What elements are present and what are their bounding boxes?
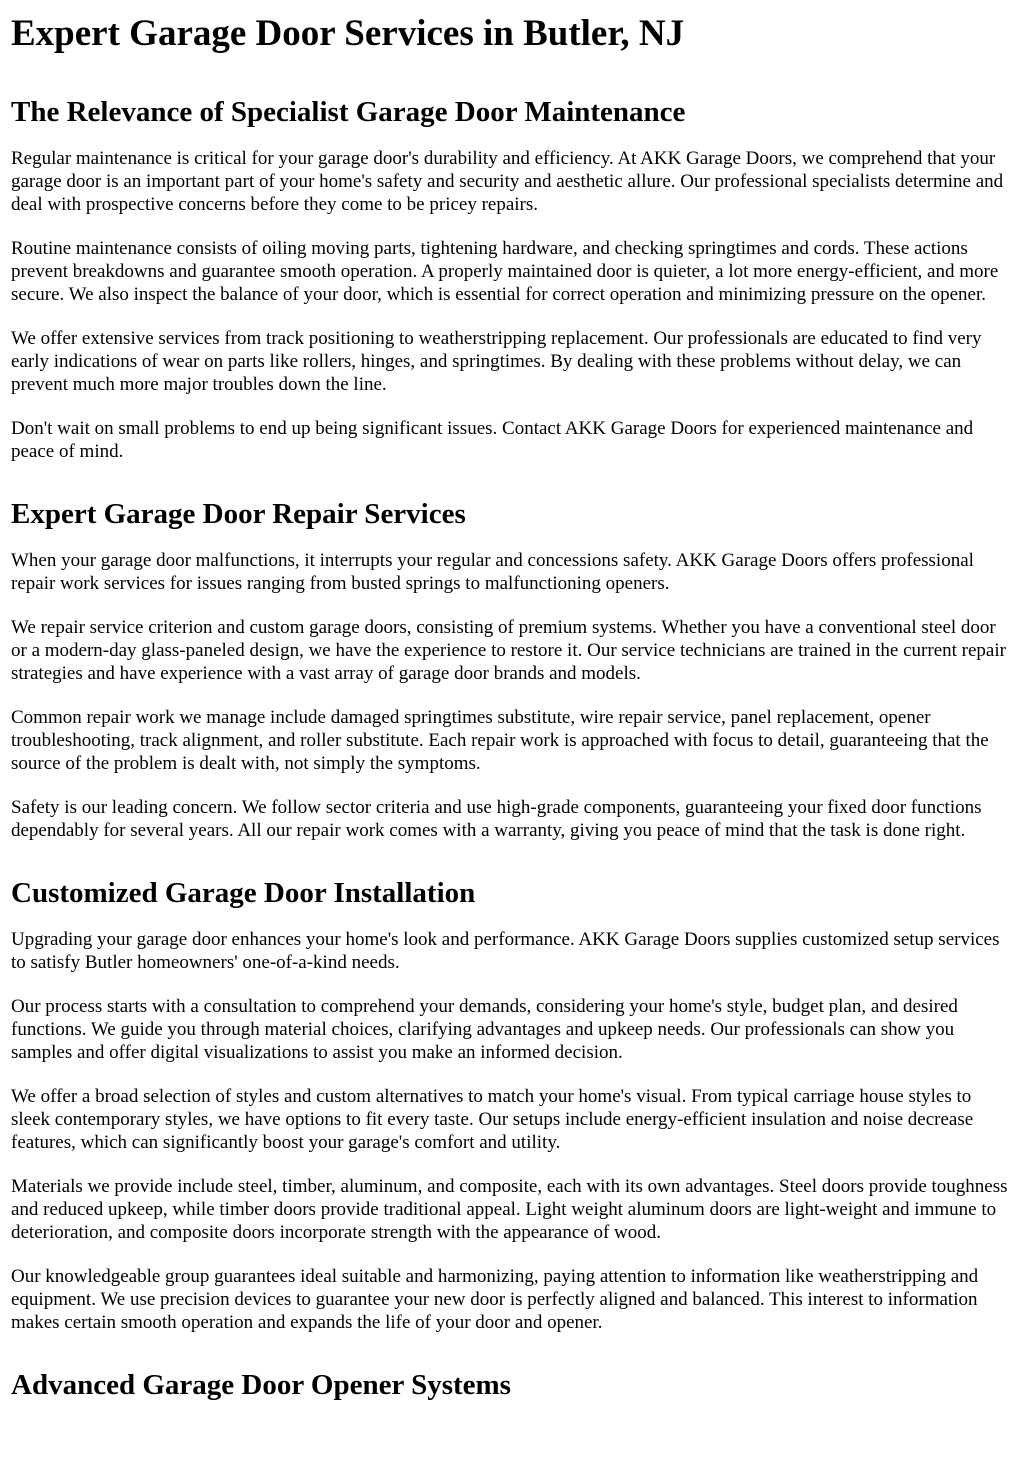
paragraph: Common repair work we manage include damaged springtimes substitute, wire repair service, panel replacement, opener troubleshooting, track alignment, and roller substitute. Each repair work is approached with focus to detail, guaranteeing that the source of the problem is dealt with, not simply the symptoms.: [11, 707, 989, 774]
paragraph: Safety is our leading concern. We follow sector criteria and use high-grade components, guaranteeing your fixed door functions dependably for several years. All our repair work comes with a warranty, giving you peace of mind that the task is done right.: [11, 797, 982, 841]
paragraph: Materials we provide include steel, timber, aluminum, and composite, each with its own advantages. Steel doors provide toughness and reduced upkeep, while timber doors provide traditional appeal. Light weight aluminum doors are light-weight and immune to deterioration, and composite doors incorporate strength with the appearance of wood.: [11, 1176, 1008, 1243]
section-heading-installation: Customized Garage Door Installation: [11, 877, 476, 909]
page-title: Expert Garage Door Services in Butler, NJ: [11, 13, 685, 54]
paragraph: Our process starts with a consultation to comprehend your demands, considering your home's style, budget plan, and desired functions. We guide you through material choices, clarifying advantages and upkeep needs. Our professionals can show you samples and offer digital visualizations to assist you make an informed decision.: [11, 996, 958, 1063]
paragraph: Upgrading your garage door enhances your home's look and performance. AKK Garage Doors supplies customized setup services to satisfy Butler homeowners' one-of-a-kind needs.: [11, 929, 1000, 973]
paragraph: Routine maintenance consists of oiling moving parts, tightening hardware, and checking springtimes and cords. These actions prevent breakdowns and guarantee smooth operation. A properly maintained door is quieter, a lot more energy-efficient, and more secure. We also inspect the balance of your door, which is essential for correct operation and minimizing pressure on the opener.: [11, 238, 999, 305]
paragraph: Regular maintenance is critical for your garage door's durability and efficiency. At AKK Garage Doors, we comprehend that your garage door is an important part of your home's safety and security and aesthetic allure. Our professional specialists determine and deal with prospective concerns before they come to be pricey repairs.: [11, 148, 1004, 215]
paragraph: We offer extensive services from track positioning to weatherstripping replacement. Our professionals are educated to find very early indications of wear on parts like rollers, hinges, and springtimes. By dealing with these problems without delay, we can prevent much more major troubles down the line.: [11, 328, 982, 395]
paragraph: We repair service criterion and custom garage doors, consisting of premium systems. Whether you have a conventional steel door or a modern-day glass-paneled design, we have the experience to restore it. Our service technicians are trained in the current repair strategies and have experience with a vast array of garage door brands and models.: [11, 617, 1006, 684]
paragraph: Our knowledgeable group guarantees ideal suitable and harmonizing, paying attention to information like weatherstripping and equipment. We use precision devices to guarantee your new door is perfectly aligned and balanced. This interest to information makes certain smooth operation and expands the life of your door and opener.: [11, 1266, 979, 1333]
paragraph: Don't wait on small problems to end up being significant issues. Contact AKK Garage Doors for experienced maintenance and peace of mind.: [11, 418, 974, 462]
section-heading-maintenance: The Relevance of Specialist Garage Door Maintenance: [11, 96, 686, 128]
section-heading-repair: Expert Garage Door Repair Services: [11, 498, 466, 530]
paragraph: When your garage door malfunctions, it interrupts your regular and concessions safety. AKK Garage Doors offers professional repair work services for issues ranging from busted springs to malfunctioning openers.: [11, 550, 974, 594]
section-heading-openers: Advanced Garage Door Opener Systems: [11, 1369, 511, 1401]
paragraph: We offer a broad selection of styles and custom alternatives to match your home's visual. From typical carriage house styles to sleek contemporary styles, we have options to fit every taste. Our setups include energy-efficient insulation and noise decrease features, which can significantly boost your garage's comfort and utility.: [11, 1086, 974, 1153]
article: [0, 13, 1024, 1402]
